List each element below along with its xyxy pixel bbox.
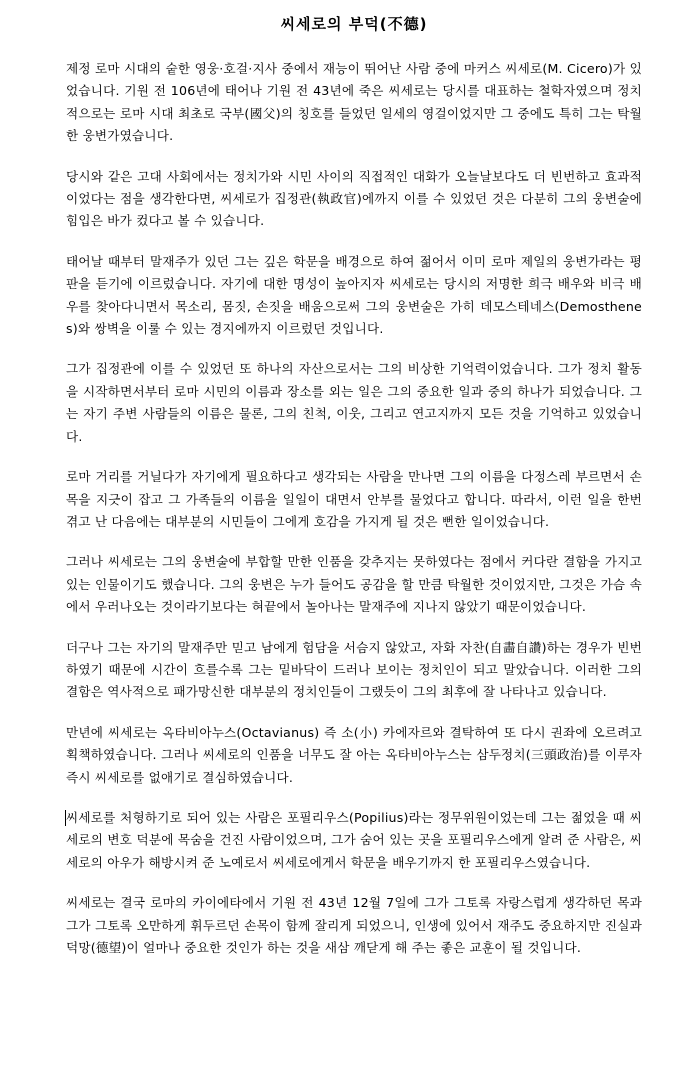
paragraph-8: 만년에 씨세로는 옥타비아누스(Octavianus) 즉 소(小) 카에자르와 결탁하여 또 다시 권좌에 오르려고 획책하였습니다. 그러나 씨세로의 인품을 너무도 잘 아는 옥타비아누스는 삼두정치(三頭政治)를 이루자 즉시 씨세로를 없애기로 결심하였습니다. — [66, 724, 642, 785]
text-cursor — [65, 810, 66, 826]
paragraph-3: 태어날 때부터 말재주가 있던 그는 깊은 학문을 배경으로 하여 젊어서 이미 로마 제일의 웅변가라는 평판을 듣기에 이르렀습니다. 자기에 대한 명성이 높아지자 씨세로는 당시의 저명한 희극 배우와 비극 배우를 찾아다니면서 목소리, 몸짓, 손짓을 배움으로써 그의 웅변술은 가히 데모스테네스(Demosthenes)와 쌍벽을 이룰 수 있는 경지에까지 이르렀던 것입니다. — [66, 253, 642, 337]
paragraph-9: 씨세로를 처형하기로 되어 있는 사람은 포필리우스(Popilius)라는 정무위원이었는데 그는 젊었을 때 씨세로의 변호 덕분에 목숨을 건진 사람이었으며, 그가 숨어 있는 곳을 포필리우스에게 알려 준 사람은, 씨세로의 아우가 해방시켜 준 노예로서 씨세로에게서 학문을 배우기까지 한 포필리우스였습니다. — [66, 809, 642, 870]
paragraph-1: 제정 로마 시대의 숱한 영웅·호걸·지사 중에서 재능이 뛰어난 사람 중에 마커스 씨세로(M. Cicero)가 있었습니다. 기원 전 106년에 태어나 기원 전 43년에 죽은 씨세로는 당시를 대표하는 철학자였으며 정치적으로는 로마 시대 최초로 국부(國父)의 칭호를 들었던 일세의 영걸이었지만 그 중에도 특히 그는 탁월한 웅변가였습니다. — [66, 61, 642, 144]
paragraph-10: 씨세로는 결국 로마의 카이에타에서 기원 전 43년 12월 7일에 그가 그토록 자랑스럽게 생각하던 목과 그가 그토록 오만하게 휘두르던 손목이 함께 잘리게 되었으니, 인생에 있어서 재주도 중요하지만 진실과 덕망(德望)이 얼마나 중요한 것인가 하는 것을 새삼 깨닫게 해 주는 좋은 교훈이 될 것입니다. — [66, 895, 642, 955]
paragraph-5: 로마 거리를 거닐다가 자기에게 필요하다고 생각되는 사람을 만나면 그의 이름을 다정스레 부르면서 손목을 지긋이 잡고 그 가족들의 이름을 일일이 대면서 안부를 물었다고 합니다. 따라서, 이런 일을 한번 겪고 난 다음에는 대부분의 시민들이 그에게 호감을 가지게 될 것은 뻔한 일이었습니다. — [66, 469, 642, 529]
document-title: 씨세로의 부덕(不德) — [280, 15, 428, 33]
paragraph-2: 당시와 같은 고대 사회에서는 정치가와 시민 사이의 직접적인 대화가 오늘날보다도 더 빈번하고 효과적이었다는 점을 생각한다면, 씨세로가 집정관(執政官)에까지 이를 수 있었던 것은 다분히 그의 웅변술에 힘입은 바가 컸다고 볼 수 있습니다. — [66, 168, 642, 229]
paragraph-4: 그가 집정관에 이를 수 있었던 또 하나의 자산으로서는 그의 비상한 기억력이었습니다. 그가 정치 활동을 시작하면서부터 로마 시민의 이름과 장소를 외는 일은 그의 중요한 일과 중의 하나가 되었습니다. 그는 자기 주변 사람들의 이름은 물론, 그의 친척, 이웃, 그리고 연고지까지 모든 것을 기억하고 있었습니다. — [66, 361, 642, 444]
paragraph-7: 더구나 그는 자기의 말재주만 믿고 남에게 험담을 서슴지 않았고, 자화 자찬(自畵自讚)하는 경우가 빈번하였기 때문에 시간이 흐를수록 그는 밑바닥이 드러나 보이는 정치인이 되고 말았습니다. 이러한 그의 결함은 역사적으로 패가망신한 대부분의 정치인들이 그랬듯이 그의 최후에 잘 나타나고 있습니다. — [66, 639, 642, 700]
paragraph-6: 그러나 씨세로는 그의 웅변술에 부합할 만한 인품을 갖추지는 못하였다는 점에서 커다란 결함을 가지고 있는 인물이기도 했습니다. 그의 웅변은 누가 들어도 공감을 할 만큼 탁월한 것이었지만, 그것은 가슴 속에서 우러나오는 것이라기보다는 혀끝에서 놀아나는 말재주에 지나지 않았기 때문이었습니다. — [66, 554, 642, 615]
paragraph-9-container[interactable] — [66, 807, 642, 874]
